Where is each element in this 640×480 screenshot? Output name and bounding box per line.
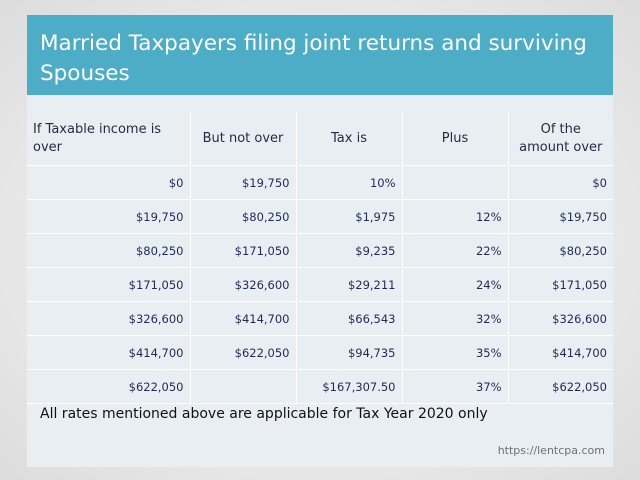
- cell-tax-is: $94,735: [296, 336, 402, 370]
- cell-tax-is: 10%: [296, 166, 402, 200]
- cell-income-over: $622,050: [27, 370, 190, 404]
- cell-tax-is: $1,975: [296, 200, 402, 234]
- cell-income-over: $326,600: [27, 302, 190, 336]
- cell-tax-is: $66,543: [296, 302, 402, 336]
- cell-not-over: $171,050: [190, 234, 296, 268]
- cell-plus: 37%: [402, 370, 508, 404]
- cell-plus: [402, 166, 508, 200]
- cell-amount-over: $622,050: [508, 370, 613, 404]
- cell-plus: 32%: [402, 302, 508, 336]
- cell-amount-over: $326,600: [508, 302, 613, 336]
- cell-amount-over: $19,750: [508, 200, 613, 234]
- cell-plus: 24%: [402, 268, 508, 302]
- table-row: [27, 166, 613, 200]
- cell-income-over: $414,700: [27, 336, 190, 370]
- cell-not-over: $414,700: [190, 302, 296, 336]
- table-row: [27, 268, 613, 302]
- cell-plus: 12%: [402, 200, 508, 234]
- cell-amount-over: $171,050: [508, 268, 613, 302]
- column-header-taxable-income-over: If Taxable income is over: [27, 112, 190, 166]
- table-header-row: [27, 112, 613, 166]
- tax-rate-card: [27, 15, 613, 467]
- column-header-plus: Plus: [402, 112, 508, 166]
- page-title: Married Taxpayers filing joint returns and surviving Spouses: [40, 31, 587, 86]
- cell-amount-over: $0: [508, 166, 613, 200]
- cell-not-over: [190, 370, 296, 404]
- cell-income-over: $171,050: [27, 268, 190, 302]
- table-row: [27, 234, 613, 268]
- table-row: [27, 302, 613, 336]
- source-url: https://lentcpa.com: [497, 444, 605, 457]
- cell-not-over: $80,250: [190, 200, 296, 234]
- column-header-of-the-amount-over: Of the amount over: [508, 112, 613, 166]
- cell-amount-over: $414,700: [508, 336, 613, 370]
- cell-tax-is: $29,211: [296, 268, 402, 302]
- cell-not-over: $326,600: [190, 268, 296, 302]
- cell-plus: 35%: [402, 336, 508, 370]
- column-header-tax-is: Tax is: [296, 112, 402, 166]
- column-header-but-not-over: But not over: [190, 112, 296, 166]
- cell-not-over: $19,750: [190, 166, 296, 200]
- cell-tax-is: $167,307.50: [296, 370, 402, 404]
- cell-amount-over: $80,250: [508, 234, 613, 268]
- title-bar: [27, 15, 613, 95]
- tax-rate-table: [27, 112, 613, 404]
- cell-income-over: $0: [27, 166, 190, 200]
- cell-plus: 22%: [402, 234, 508, 268]
- table-row: [27, 336, 613, 370]
- cell-tax-is: $9,235: [296, 234, 402, 268]
- tax-year-footnote: All rates mentioned above are applicable for Tax Year 2020 only: [40, 406, 488, 422]
- table-row: [27, 200, 613, 234]
- cell-not-over: $622,050: [190, 336, 296, 370]
- cell-income-over: $19,750: [27, 200, 190, 234]
- table-row: [27, 370, 613, 404]
- cell-income-over: $80,250: [27, 234, 190, 268]
